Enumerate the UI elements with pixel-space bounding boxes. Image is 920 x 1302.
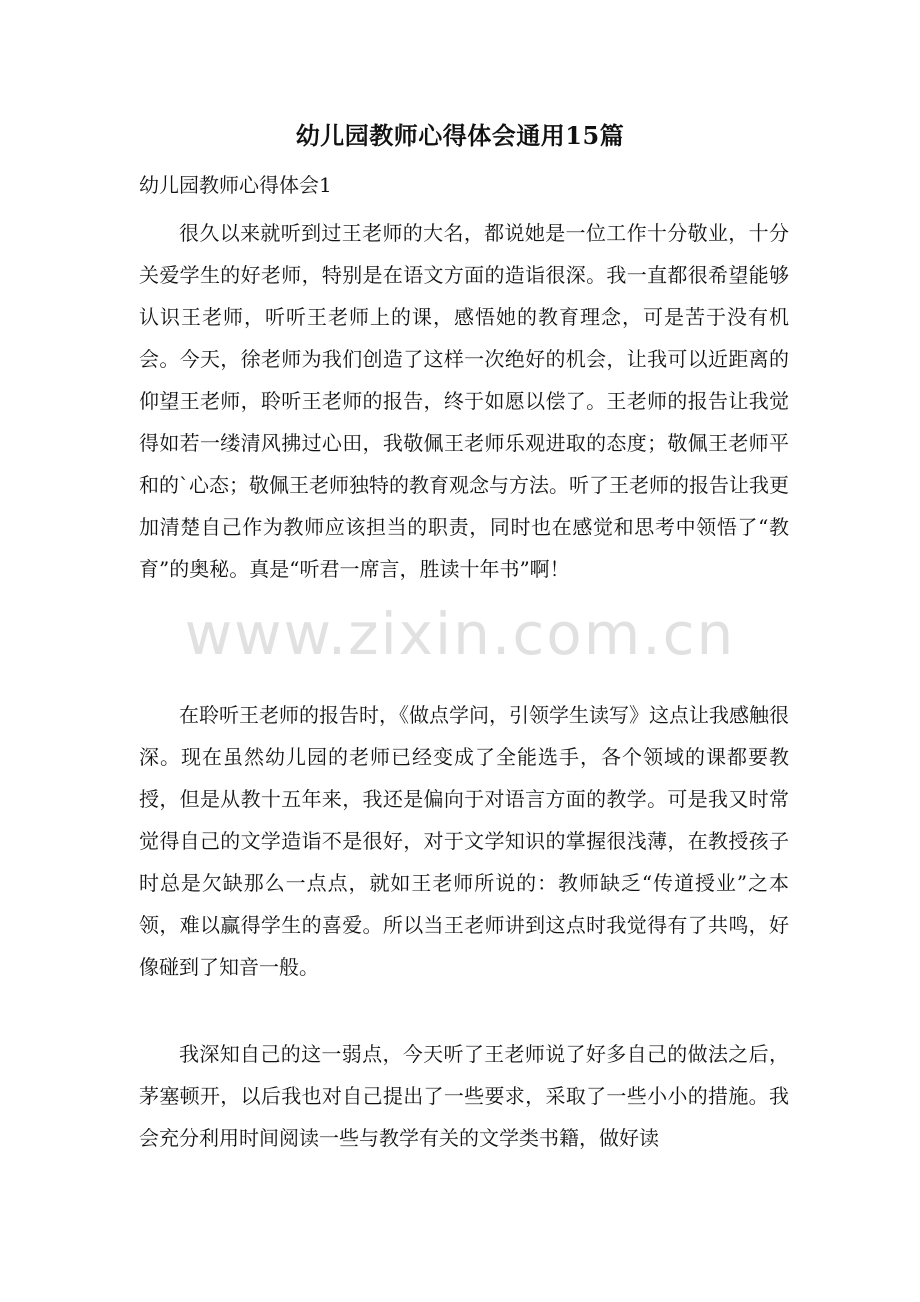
paragraph-3: 我深知自己的这一弱点，今天听了王老师说了好多自己的做法之后，茅塞顿开，以后我也对自己提出了一些要求，采取了一些小小的措施。我会充分利用时间阅读一些与教学有关的文学类书籍，做好读 [139, 1042, 789, 1150]
paragraph-1: 很久以来就听到过王老师的大名，都说她是一位工作十分敬业，十分关爱学生的好老师，特别是在语文方面的造诣很深。我一直都很希望能够认识王老师，听听王老师上的课，感悟她的教育理念，可是苦于没有机会。今天，徐老师为我们创造了这样一次绝好的机会，让我可以近距离的仰望王老师，聆听王老师的报告，终于如愿以偿了。王老师的报告让我觉得如若一缕清风拂过心田，我敬佩王老师乐观进取的态度；敬佩王老师平和的`心态；敬佩王老师独特的教育观念与方法。听了王老师的报告让我更加清楚自己作为教师应该担当的职责，同时也在感觉和思考中领悟了“教育”的奥秘。真是“听君一席言，胜读十年书”啊！ [139, 221, 789, 581]
watermark: www.zixin.com.cn [184, 600, 736, 668]
paragraph-2: 在聆听王老师的报告时，《做点学问，引领学生读写》这点让我感触很深。现在虽然幼儿园的老师已经变成了全能选手，各个领域的课都要教授，但是从教十五年来，我还是偏向于对语言方面的教学。可是我又时常觉得自己的文学造诣不是很好，对于文学知识的掌握很浅薄，在教授孩子时总是欠缺那么一点点，就如王老师所说的：教师缺乏“传道授业”之本领，难以赢得学生的喜爱。所以当王老师讲到这点时我觉得有了共鸣，好像碰到了知音一般。 [139, 703, 789, 979]
document-title: 幼儿园教师心得体会通用15篇 [295, 121, 625, 150]
section-heading: 幼儿园教师心得体会1 [139, 173, 332, 197]
